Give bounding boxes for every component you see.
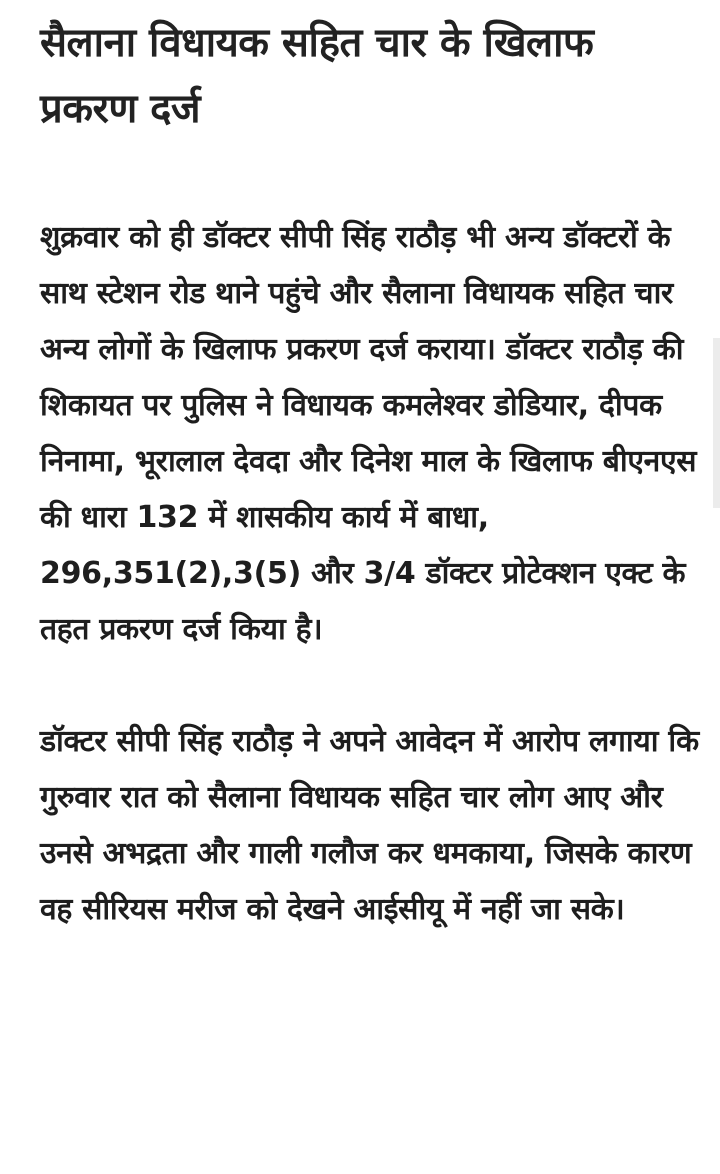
article-headline: सैलाना विधायक सहित चार के खिलाफ प्रकरण दर्ज (40, 20, 594, 132)
article (40, 10, 700, 938)
article-paragraph-1: शुक्रवार को ही डॉक्टर सीपी सिंह राठौड़ भी अन्य डॉक्टरों के साथ स्टेशन रोड थाने पहुंचे और सैलाना विधायक सहित चार अन्य लोगों के खिलाफ प्रकरण दर्ज कराया। डॉक्टर राठौड़ की शिकायत पर पुलिस ने विधायक कमलेश्वर डोडियार, दीपक निनामा, भूरालाल देवदा और दिनेश माल के खिलाफ बीएनएस की धारा 132 में शासकीय कार्य में बाधा, 296,351(2),3(5) और 3/4 डॉक्टर प्रोटेक्शन एक्ट के तहत प्रकरण दर्ज किया है। (40, 220, 697, 647)
article-paragraph-2: डॉक्टर सीपी सिंह राठौड़ ने अपने आवेदन में आरोप लगाया कि गुरुवार रात को सैलाना विधायक सहित चार लोग आए और उनसे अभद्रता और गाली गलौज कर धमकाया, जिसके कारण वह सीरियस मरीज को देखने आईसीयू में नहीं जा सके। (40, 724, 699, 927)
scrollbar[interactable] (713, 338, 720, 508)
